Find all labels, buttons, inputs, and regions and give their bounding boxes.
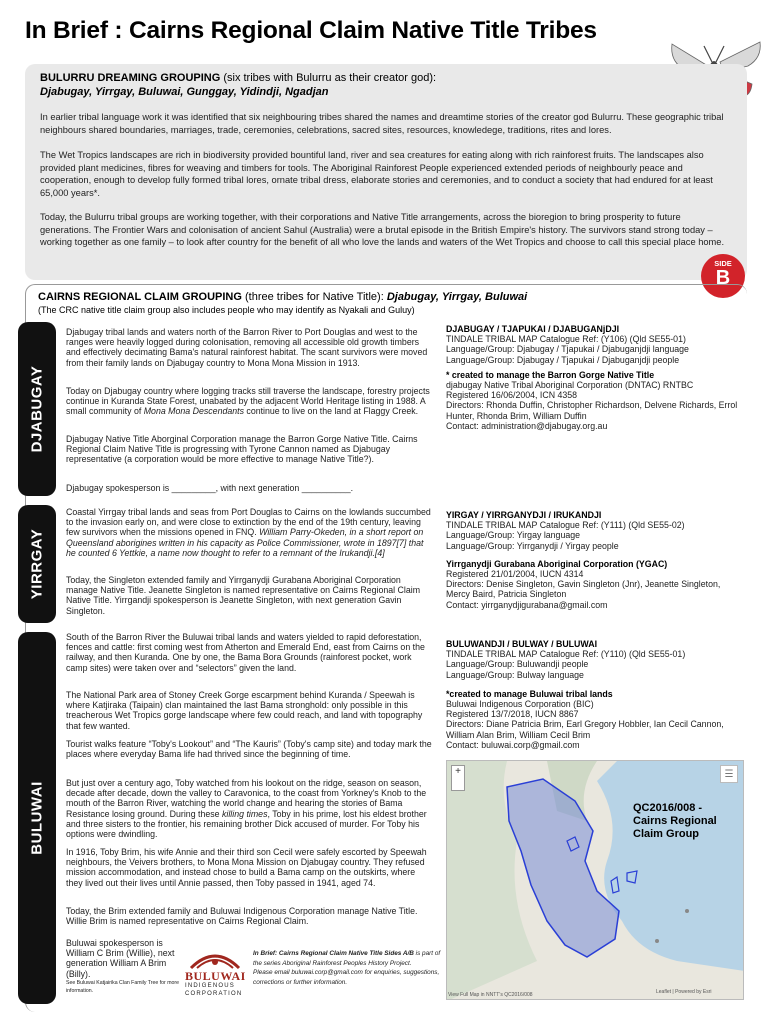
bulurru-paragraph-2: The Wet Tropics landscapes are rich in biodiversity provided bountiful land, river and sea creatures for eating along with rich rainforest fruits. The landscapes also provided plant medicines, fibres for weaving and timbers for tools. The Aboriginal Rainforest People experienced extended periods of neighbourly peace and cooperation, enough to develop fully formed tribal lores, ornate tribal dress, elaborate stories and ceremonies, and to conduct a society that had endured for at least 65,000 years*. [40,150,713,198]
claim-heading: CAIRNS REGIONAL CLAIM GROUPING (three tribes for Native Title): Djabugay, Yirrgay, Buluwai [38,291,528,303]
map-claim-label: QC2016/008 - Cairns Regional Claim Group [633,802,717,840]
buluwai-paragraph-3: Tourist walks feature “Toby's Lookout” and “The Kauris” (Toby's camp site) and today mark the places where everyday Bama life had thrived since the beginning of time. [66,739,432,760]
bulurru-paragraph-1: In earlier tribal language work it was identified that six neighbouring tribes shared the names and dreamtime stories of the creator god Bulurru. These geographic tribal neighbours shared boundaries, marriages, trade, ceremonies, celebrations, sacred sites, resources, knowledege, traditions, rites and lores. [40,112,724,135]
side-badge: SIDE B [701,254,745,298]
claim-subheading: (The CRC native title claim group also includes people who may identify as Nyakali and Guluy) [38,305,415,315]
series-note: In Brief: Cairns Regional Claim Native Title Sides A/B is part of the series Aboriginal Rainforest Peoples History Project. Please email buluwai.corp@gmail.com for enquiries, suggestions, corrections or further information. [253,950,441,986]
djabugay-paragraph-3: Djabugay Native Title Aborginal Corporation manage the Barron Gorge Native Title. Cairns Regional Claim Native Title is progressing with Tyrone Cannon named as Djabugay representative (a corporation would be more effective to manage Native Title?). [66,434,418,465]
buluwai-paragraph-5: In 1916, Toby Brim, his wife Annie and their third son Cecil were safely escorted by Speewah neighbours, the Veivers brothers, to Mona Mona Mission on Djabugay country. They refused mission accommodation, and instead chose to build a Bama camp on the outskirts, where they lived out their lives until Annie passed, then Toby passed in 1941, aged 74. [66,847,427,888]
map-footer-link[interactable]: View Full Map in NNTT’s QC2016/008 [448,992,533,998]
logo-word-buluwai: BULUWAI [185,969,246,983]
djabugay-paragraph-1: Djabugay tribal lands and waters north of the Barron River to Port Douglas and west to the ranges were heavily logged during colonisation, removing all accessible old growth timbers and effectively decimating Bama's natural rainforest habitat. The scant survivors were moved from their family lands on Djabugay country to Mona Mona Mission in 1913. [66,327,428,368]
djabugay-paragraph-2: Today on Djabugay country where logging tracks still traverse the landscape, forestry projects continue in Kuranda State Forest, unabated by the adjacent World Heritage listing in 1988. A small community of Mona Mona Descendants continue to live on the land at Flaggy Creek. [66,386,430,417]
djabugay-info: DJABUGAY / TJAPUKAI / DJABUGANjDJI TINDALE TRIBAL MAP Catalogue Ref: (Y106) (Qld SE55-01) Language/Group: Djabugay / Tjapukai / Djabuganjdji language Language/Group: Djabugay / Tjapukai / Djabuganjdji people * created to manage the Barron Gorge Native Title djabugay Native Tribal Aboriginal Corporation (DNTAC) RNTBC Registered 16/06/2004, ICN 4358 Directors: Rhonda Duffin, Christopher Richardson, Delvene Richards, Errol Hunter, Rhonda Brim, William Duffin Contact: administration@djabugay.org.au [446,324,738,431]
logo-word-indigenous: INDIGENOUS [185,983,236,989]
buluwai-spokesperson: Buluwai spokesperson is William C Brim (Willie), next generation William A Brim (Billy). [66,938,175,979]
map-layers-icon[interactable]: ☰ [720,765,738,783]
page-title: In Brief : Cairns Regional Claim Native Title Tribes [25,17,597,44]
logo-word-corporation: CORPORATION [185,991,243,997]
map-graphic [447,761,744,1000]
bulurru-paragraph-3: Today, the Bulurru tribal groups are working together, with their corporations and Native Title arrangements, across the bioregion to bring prosperity to future generations. The Frontier Wars and colonisation of ancient Sahul (Australia) were a brutal episode in the British Empire's history. The survivors stand strong today – working together as one family – to look after country for the benefit of all who love the lands and waters of the Wet Tropics and choose to call this special place home. [40,212,725,248]
family-tree-note: See Buluwai Katjairika Clan Family Tree for more information. [66,980,180,994]
map-attribution: Leaflet | Powered by Esri [656,989,712,995]
yirrgay-info: YIRGAY / YIRRGANYDJI / IRUKANDJI TINDALE TRIBAL MAP Catalogue Ref: (Y111) (Qld SE55-02) Language/Group: Yirgay language Language/Group: Yirrganydji / Yirgay people Yirrganydji Gurabana Aboriginal Corporation (YGAC) Registered 21/01/2004, IUCN 4314 Directors: Denise Singleton, Gavin Singleton (Jnr), Jeanette Singleton, Mercy Baird, Patricia Singleton Contact: yirrganydjigurabana@gmail.com [446,510,721,610]
map-zoom-in-button[interactable]: + [451,765,465,791]
djabugay-paragraph-4: Djabugay spokesperson is _________, with next generation __________. [66,483,354,493]
bulurru-heading: BULURRU DREAMING GROUPING (six tribes with Bulurru as their creator god): [40,72,437,84]
buluwai-paragraph-1: South of the Barron River the Buluwai tribal lands and waters yielded to rapid deforestation, fences and cattle: first coming west from Atherton and Emerald End, east from Cairns on the railway, and then Kuranda. One by one, the Bama Bora Grounds (rainforest pocket, work camp sites) were taken over and “selectors” given the land. [66,632,425,673]
yirrgay-paragraph-2: Today, the Singleton extended family and Yirrganydji Gurabana Aboriginal Corporation manage Native Title. Jeanette Singleton is named representative on Cairns Regional Claim Native Title. Yirrgandji spokesperson is Jeanette Singleton, with next generation Gavin Singleton. [66,575,421,616]
tab-yirrgay: YIRRGAY [18,505,56,623]
bulurru-tribes: Djabugay, Yirrgay, Buluwai, Gunggay, Yidindji, Ngadjan [40,86,329,98]
yirrgay-paragraph-1: Coastal Yirrgay tribal lands and seas from Port Douglas to Cairns on the lowlands succumbed to the invasion early on, and were close to extinction by the end of the 19th century, leaving few survivors when the missions opened in FNQ. William Parry-Okeden, in a short report on Queensland aborigines written in his capacity as Police Commissioner, wrote in 1897[7] that he counted 6 Yettkie, a name now thought to refer to a remnant of the Irukandji.[4] [66,507,431,558]
buluwai-paragraph-2: The National Park area of Stoney Creek Gorge escarpment behind Kuranda / Speewah is where Katjiraka (Taipain) clan maintained the last Bama stronghold: only possible in this treacherous Wet Tropics gorge landscape where few could reach, and land with topography that few wanted. [66,690,423,731]
buluwai-paragraph-4: But just over a century ago, Toby watched from his lookout on the ridge, season on season, decade after decade, down the valley to Caravonica, to the coast from Yorkney's Knob to the mouth of the Barron River, watching the world change and hearing the stories of Bama Resistance losing ground. During these killing times, Toby in his prime, lost his eldest brother and three sisters to the frontier, his remaining brother Dick accused of murder. For Toby his options were dwindling. [66,778,427,840]
tab-buluwai: BULUWAI [18,632,56,1004]
claim-map[interactable] [446,760,744,1000]
buluwai-info: BULUWANDJI / BULWAY / BULUWAI TINDALE TRIBAL MAP Catalogue Ref: (Y110) (Qld SE55-01) Language/Group: Buluwandji people Language/Group: Bulway language *created to manage Buluwai tribal lands Buluwai Indigenous Corporation (BIC) Registered 13/7/2018, IUCN 8867 Directors: Diane Patricia Brim, Earl Gregory Hobbler, Ian Cecil Cannon, William Alan Brim, William Cecil Brim Contact: buluwai.corp@gmail.com [446,639,724,750]
buluwai-paragraph-6: Today, the Brim extended family and Buluwai Indigenous Corporation manage Native Title. Willie Brim is named representative on Cairns Regional Claim. [66,906,418,927]
tab-djabugay: DJABUGAY [18,322,56,496]
